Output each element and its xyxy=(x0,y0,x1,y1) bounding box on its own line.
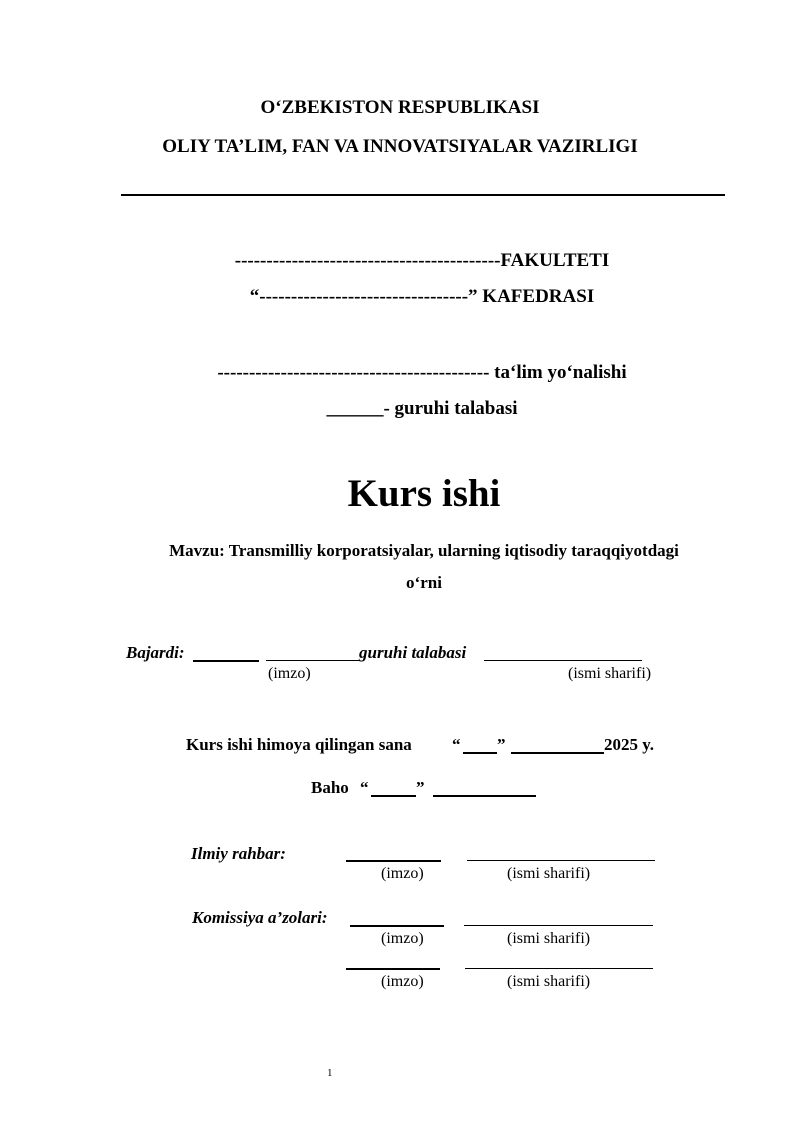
grade-open-quote: “ xyxy=(360,778,369,797)
ministry-title: OLIY TA’LIM, FAN VA INNOVATSIYALAR VAZIRLIGI xyxy=(162,136,638,157)
defense-day-line xyxy=(463,752,497,754)
commission-member1-signature-caption: (imzo) xyxy=(381,930,424,947)
supervisor-label: Ilmiy rahbar: xyxy=(191,844,286,863)
supervisor-signature-caption: (imzo) xyxy=(381,865,424,882)
grade-score-line xyxy=(371,795,416,797)
supervisor-name-line xyxy=(467,860,655,861)
bajardi-signature-caption: (imzo) xyxy=(268,665,311,682)
bajardi-signature-line xyxy=(193,660,259,662)
commission-member1-name-line xyxy=(464,925,653,926)
group-label: - guruhi talabasi xyxy=(383,398,518,419)
page-number: 1 xyxy=(327,1067,333,1079)
group-line xyxy=(22,398,800,420)
supervisor-signature-line xyxy=(346,860,441,862)
topic-line-1: Mavzu: Transmilliy korporatsiyalar, ularning iqtisodiy taraqqiyotdagi xyxy=(169,541,679,560)
header-divider xyxy=(121,194,725,196)
bajardi-group-label: guruhi talabasi xyxy=(359,643,467,662)
bajardi-name-line xyxy=(484,660,642,661)
grade-label: Baho xyxy=(311,778,349,797)
direction-line: ------------------------------------------- ta‘lim yo‘nalishi xyxy=(217,362,627,383)
defense-year: 2025 y. xyxy=(604,735,655,754)
defense-open-quote: “ xyxy=(452,735,461,754)
republic-title: O‘ZBEKISTON RESPUBLIKASI xyxy=(260,97,540,118)
topic-line-2: o‘rni xyxy=(406,573,442,592)
defense-label: Kurs ishi himoya qilingan sana xyxy=(186,735,412,754)
faculty-line: ------------------------------------------FAKULTETI xyxy=(234,250,610,271)
bajardi-label: Bajardi: xyxy=(126,643,185,662)
chair-line: “---------------------------------” KAFEDRASI xyxy=(249,286,595,307)
commission-label: Komissiya a’zolari: xyxy=(192,908,328,927)
commission-member1-name-caption: (ismi sharifi) xyxy=(507,930,591,947)
defense-close-quote: ” xyxy=(497,735,506,754)
commission-member2-name-line xyxy=(465,968,653,969)
bajardi-name-caption: (ismi sharifi) xyxy=(568,665,652,682)
grade-word-line xyxy=(433,795,536,797)
defense-month-line xyxy=(511,752,604,754)
grade-close-quote: ” xyxy=(416,778,425,797)
group-blank: ______ xyxy=(326,398,384,419)
document-title: Kurs ishi xyxy=(347,472,501,515)
commission-member2-signature-line xyxy=(346,968,440,970)
commission-member1-signature-line xyxy=(350,925,444,927)
bajardi-group-line xyxy=(266,660,359,661)
commission-member2-signature-caption: (imzo) xyxy=(381,973,424,990)
supervisor-name-caption: (ismi sharifi) xyxy=(507,865,591,882)
commission-member2-name-caption: (ismi sharifi) xyxy=(507,973,591,990)
